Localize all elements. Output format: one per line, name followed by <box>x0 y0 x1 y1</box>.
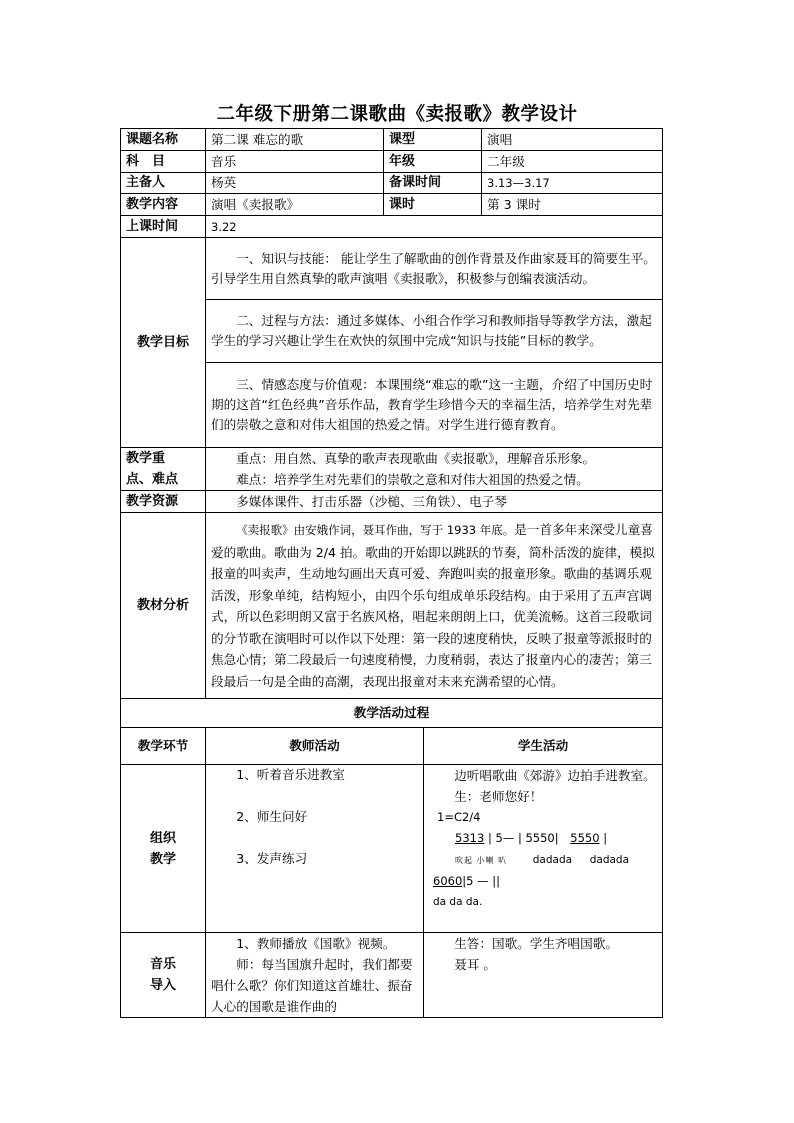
score-lyrics-2: da da da. <box>433 896 483 908</box>
class-time-label: 上课时间 <box>121 216 206 238</box>
grade-value: 二年级 <box>482 151 663 173</box>
key-points-label-line2: 点、难点 <box>126 472 179 487</box>
type-label: 课型 <box>384 129 482 151</box>
objectives-label: 教学目标 <box>121 238 206 448</box>
objective-1: 一、知识与技能： 能让学生了解歌曲的创作背景及作曲家聂耳的简要生平。引导学生用自然真挚的歌声演唱《卖报歌》，积极参与创编表演活动。 <box>206 238 663 300</box>
score-line-1 <box>429 828 657 849</box>
row-column-headers <box>121 728 663 765</box>
grade-label: 年级 <box>384 151 482 173</box>
stage-intro-label-line1: 音乐 <box>149 957 176 972</box>
key-points-text <box>206 448 663 491</box>
content-label: 教学内容 <box>121 194 206 216</box>
key-points-label-line1: 教学重 <box>126 451 166 466</box>
objective-3: 三、情感态度与价值观：本课围绕“难忘的歌”这一主题，介绍了中国历史时期的这首“红色经典”音乐作品，教育学生珍惜今天的幸福生活，培养学生对先辈们的崇敬之意和对伟大祖国的热爱之情。对学生进行德育教育。 <box>206 363 663 448</box>
intro-student-composer: 聂耳 。 <box>454 957 496 972</box>
topic-value: 第二课 难忘的歌 <box>206 129 384 151</box>
row-process-header <box>121 699 663 728</box>
topic-label: 课题名称 <box>121 129 206 151</box>
stage-organize-student <box>424 765 663 933</box>
row-objective-1 <box>121 238 663 300</box>
student-greeting: 生：老师您好！ <box>454 789 543 804</box>
score-key: 1=C2/4 <box>437 810 481 824</box>
lyrics-b: dadada <box>532 854 573 866</box>
resources-text: 多媒体课件、打击乐器（沙槌、三角铁）、电子琴 <box>206 491 663 513</box>
process-header: 教学活动过程 <box>121 699 663 728</box>
key-points-label <box>121 448 206 491</box>
lyrics-a: 吹起 小喇 叭 <box>455 856 508 865</box>
stage-intro-label-line2: 导入 <box>149 978 176 993</box>
resources-label: 教学资源 <box>121 491 206 513</box>
intro-teacher-step-2: 师：每当国旗升起时，我们都要唱什么歌？你们知道这首雄壮、振奋人心的国歌是谁作曲的 <box>211 957 413 1014</box>
score-lyrics-1 <box>429 849 657 871</box>
analysis-lead: 《卖报歌》由安娥作词，聂耳作曲，写于 1933 年底。 <box>236 523 515 537</box>
class-time-value: 3.22 <box>206 216 663 238</box>
analysis-label: 教材分析 <box>121 513 206 699</box>
notes-f: |5 — || <box>462 874 501 888</box>
teacher-step-1: 1、听着音乐进教室 <box>236 767 345 782</box>
content-value: 演唱《卖报歌》 <box>206 194 384 216</box>
row-stage-intro <box>121 933 663 1018</box>
notes-d: | <box>603 831 608 845</box>
row-key-points <box>121 448 663 491</box>
notes-c: 5550 <box>570 831 600 845</box>
prep-time-label: 备课时间 <box>384 173 482 194</box>
stage-organize-label-line1: 组织 <box>149 830 176 846</box>
notes-e: 6060 <box>433 874 463 888</box>
stage-organize-label-line2: 教学 <box>149 851 176 867</box>
preparer-value: 杨英 <box>206 173 384 194</box>
type-value: 演唱 <box>482 129 663 151</box>
lyrics-c: dadada <box>589 854 630 866</box>
stage-intro-teacher <box>206 933 424 1018</box>
col-stage-header: 教学环节 <box>121 728 206 765</box>
notes-a: 5313 <box>455 831 485 845</box>
subject-value: 音乐 <box>206 151 384 173</box>
row-analysis <box>121 513 663 699</box>
teacher-step-2: 2、师生问好 <box>236 809 308 824</box>
stage-intro-student <box>424 933 663 1018</box>
analysis-body: 是一首多年来深受儿童喜爱的歌曲。歌曲为 2/4 拍。歌曲的开始即以跳跃的节奏，简朴活泼的旋律，模拟报童的叫卖声，生动地勾画出天真可爱、奔跑叫卖的报童形象。歌曲的基调乐观活泼，形象单纯，结构短小，由四个乐句组成单乐段结构。由于采用了五声宫调式，所以色彩明朗又富于名族风格，唱起来朗朗上口，优美流畅。这首三段歌词的分节歌在演唱时可以作以下处理：第一段的速度稍快，反映了报童等派报时的焦急心情；第二段最后一句速度稍慢，力度稍弱，表达了报童内心的凄苦；第三段最后一句是全曲的高潮，表现出报童对未来充满希望的心情。 <box>211 522 655 689</box>
preparer-label: 主备人 <box>121 173 206 194</box>
lesson-plan-table <box>120 128 663 1018</box>
stage-intro-label <box>121 933 206 1018</box>
analysis-text <box>206 513 663 699</box>
row-resources <box>121 491 663 513</box>
period-value: 第 3 课时 <box>482 194 663 216</box>
teacher-step-3: 3、发声练习 <box>236 851 308 866</box>
row-preparer <box>121 173 663 194</box>
intro-student-answer: 生答：国歌。学生齐唱国歌。 <box>454 936 618 951</box>
row-topic <box>121 129 663 151</box>
period-label: 课时 <box>384 194 482 216</box>
subject-label: 科 目 <box>121 151 206 173</box>
row-content <box>121 194 663 216</box>
objective-2: 二、过程与方法：通过多媒体、小组合作学习和教师指导等教学方法，激起学生的学习兴趣让学生在欢快的氛围中完成“知识与技能”目标的教学。 <box>206 300 663 363</box>
prep-time-value: 3.13—3.17 <box>482 173 663 194</box>
score-line-2 <box>429 871 657 892</box>
key-difficulty: 难点：培养学生对先辈们的崇敬之意和对伟大祖国的热爱之情。 <box>236 472 589 487</box>
document-title: 二年级下册第二课歌曲《卖报歌》教学设计 <box>216 104 578 125</box>
intro-teacher-step-1: 1、教师播放《国歌》视频。 <box>236 936 396 951</box>
stage-organize-teacher <box>206 765 424 933</box>
col-teacher-header: 教师活动 <box>206 728 424 765</box>
row-class-time <box>121 216 663 238</box>
row-subject <box>121 151 663 173</box>
key-focus: 重点：用自然、真挚的歌声表现歌曲《卖报歌》，理解音乐形象。 <box>236 451 596 466</box>
student-enter: 边听唱歌曲《郊游》边拍手进教室。 <box>454 768 656 783</box>
stage-organize-label <box>121 765 206 933</box>
notes-b: | 5— | 5550| <box>487 831 559 845</box>
col-student-header: 学生活动 <box>424 728 663 765</box>
row-stage-organize <box>121 765 663 933</box>
